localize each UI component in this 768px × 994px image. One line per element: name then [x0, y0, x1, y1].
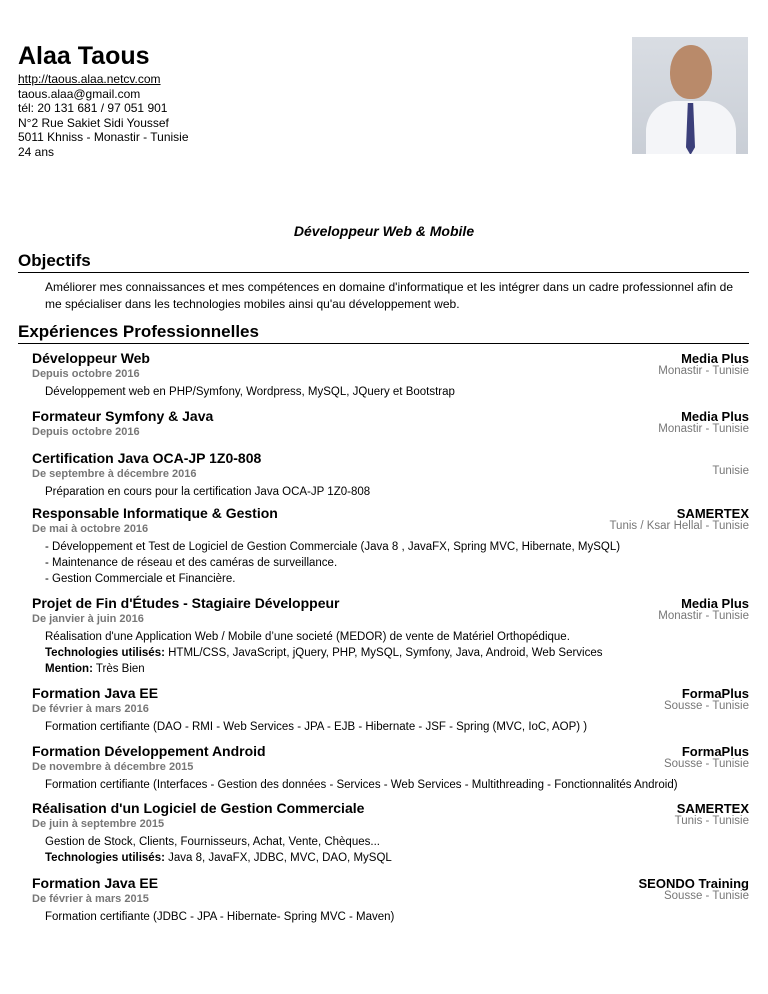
email-text: taous.alaa@gmail.com — [18, 86, 141, 101]
entry-description — [45, 777, 678, 793]
entry-location: Monastir - Tunisie — [658, 365, 749, 377]
entry-line: - Maintenance de réseau et des caméras de surveillance. — [45, 557, 338, 569]
entry-line: Gestion de Stock, Clients, Fournisseurs, Achat, Vente, Chèques... — [45, 836, 380, 848]
entry-line: - Gestion Commerciale et Financière. — [45, 573, 236, 585]
entry-title: Réalisation d'un Logiciel de Gestion Commerciale — [32, 800, 365, 816]
entry-title: Formation Java EE — [32, 875, 159, 891]
entry-line: - Développement et Test de Logiciel de Gestion Commerciale (Java 8 , JavaFX, Spring MVC, Hibernate, MySQL) — [45, 541, 621, 553]
entry-title: Développeur Web — [32, 350, 150, 366]
mention-label: Mention: — [45, 663, 93, 675]
entry-mention — [45, 661, 603, 677]
entry-company: SAMERTEX — [676, 801, 749, 816]
entry-date: Depuis octobre 2016 — [32, 368, 140, 380]
entry-location: Sousse - Tunisie — [663, 758, 749, 770]
entry-company: Media Plus — [681, 351, 749, 366]
entry-description — [45, 384, 455, 400]
entry-location: Sousse - Tunisie — [663, 700, 749, 712]
entry-description — [45, 484, 370, 500]
entry-date: De juin à septembre 2015 — [32, 818, 165, 830]
entry-location: Tunis / Ksar Hellal - Tunisie — [609, 520, 749, 532]
entry-date: De mai à octobre 2016 — [32, 523, 149, 535]
entry-company: FormaPlus — [681, 744, 749, 759]
entry-company: Media Plus — [681, 596, 749, 611]
entry-description — [45, 539, 620, 587]
entry-title: Formation Java EE — [32, 685, 159, 701]
profile-photo — [632, 37, 748, 154]
technologies-value: HTML/CSS, JavaScript, jQuery, PHP, MySQL, Symfony, Java, Android, Web Services — [164, 647, 603, 659]
phone-text: tél: 20 131 681 / 97 051 901 — [18, 101, 168, 115]
entry-company: SEONDO Training — [638, 876, 749, 891]
mention-value: Très Bien — [92, 663, 145, 675]
entry-location: Monastir - Tunisie — [658, 423, 749, 435]
entry-title: Certification Java OCA-JP 1Z0-808 — [32, 450, 262, 466]
entry-date: De février à mars 2016 — [32, 703, 149, 715]
address-line-1: N°2 Rue Sakiet Sidi Youssef — [18, 115, 169, 130]
entry-date: De novembre à décembre 2015 — [32, 761, 194, 773]
age-text: 24 ans — [18, 144, 55, 159]
entry-location: Tunisie — [712, 465, 749, 477]
entry-technologies — [45, 850, 392, 866]
technologies-label: Technologies utilisés: — [45, 647, 165, 659]
entry-line: Formation certifiante (DAO - RMI - Web Services - JPA - EJB - Hibernate - JSF - Spring (MVC, IoC, AOP) ) — [45, 721, 588, 733]
website-link[interactable]: http://taous.alaa.netcv.com — [18, 72, 161, 86]
entry-date: De janvier à juin 2016 — [32, 613, 144, 625]
entry-line: Préparation en cours pour la certification Java OCA-JP 1Z0-808 — [45, 486, 371, 498]
entry-company: Media Plus — [681, 409, 749, 424]
entry-location: Tunis - Tunisie — [674, 815, 749, 827]
entry-company: FormaPlus — [681, 686, 749, 701]
objectives-heading: Objectifs — [18, 251, 749, 273]
entry-location: Sousse - Tunisie — [663, 890, 749, 902]
address-line-2: 5011 Khniss - Monastir - Tunisie — [18, 130, 189, 144]
entry-date: De septembre à décembre 2016 — [32, 468, 197, 480]
contact-block — [18, 72, 189, 159]
technologies-value: Java 8, JavaFX, JDBC, MVC, DAO, MySQL — [164, 852, 392, 864]
entry-location: Monastir - Tunisie — [658, 610, 749, 622]
entry-description — [45, 719, 587, 735]
objectives-text: Améliorer mes connaissances et mes compétences en domaine d'informatique et les intégrer dans un cadre professionnel afin de me spécialiser dans les technologies mobiles ainsi qu'au développement web. — [45, 280, 734, 311]
entry-line: Réalisation d'une Application Web / Mobile d’une societé (MEDOR) de vente de Matériel Orthopédique. — [45, 631, 570, 643]
entry-title: Formateur Symfony & Java — [32, 408, 214, 424]
entry-date: De février à mars 2015 — [32, 893, 149, 905]
entry-title: Projet de Fin d'Études - Stagiaire Développeur — [32, 595, 340, 611]
entry-description — [45, 834, 392, 866]
entry-technologies — [45, 645, 603, 661]
job-title: Développeur Web & Mobile — [293, 223, 475, 239]
entry-description — [45, 629, 603, 677]
entry-company: SAMERTEX — [676, 506, 749, 521]
entry-line: Formation certifiante (JDBC - JPA - Hibernate- Spring MVC - Maven) — [45, 911, 395, 923]
entry-line: Formation certifiante (Interfaces - Gestion des données - Services - Web Services - Multithreading - Fonctionnalités Android) — [45, 779, 678, 791]
entry-description — [45, 909, 394, 925]
technologies-label: Technologies utilisés: — [45, 852, 165, 864]
entry-date: Depuis octobre 2016 — [32, 426, 140, 438]
entry-title: Responsable Informatique & Gestion — [32, 505, 278, 521]
experience-heading: Expériences Professionnelles — [18, 322, 749, 344]
candidate-name: Alaa Taous — [18, 42, 150, 70]
entry-line: Développement web en PHP/Symfony, Wordpress, MySQL, JQuery et Bootstrap — [45, 386, 455, 398]
entry-title: Formation Développement Android — [32, 743, 266, 759]
